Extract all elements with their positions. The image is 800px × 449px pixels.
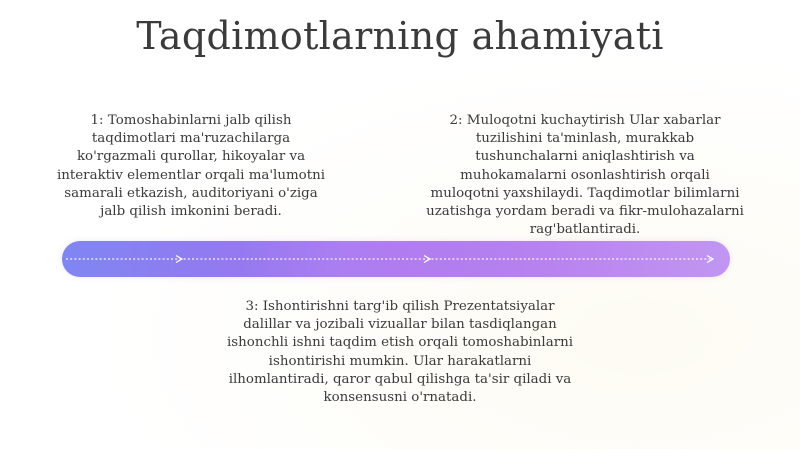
- timeline-bar: [62, 241, 730, 277]
- timeline-track: [62, 241, 730, 277]
- point-3-text: 3: Ishontirishni targ'ib qilish Prezentatsiyalar dalillar va jozibali vizuallar bilan tasdiqlangan ishonchli ishni taqdim etish orqali tomoshabinlarni ishontirishi mumkin. Ular harakatlarni ilhomlantiradi, qaror qabul qilishga ta'sir qiladi va konsensusni o'rnatadi.: [226, 299, 573, 406]
- point-2-text: 2: Muloqotni kuchaytirish Ular xabarlar tuzilishini ta'minlash, murakkab tushunchalarni aniqlashtirish va muhokamalarni osonlashtirish orqali muloqotni yaxshilaydi. Taqdimotlar bilimlarni uzatishga yordam beradi va fikr-mulohazalarni rag'batlantiradi.: [426, 113, 744, 238]
- point-1-text: 1: Tomoshabinlarni jalb qilish taqdimotlari ma'ruzachilarga ko'rgazmali qurollar, hikoyalar va interaktiv elementlar orqali ma'lumotni samarali etkazish, auditoriyani o'ziga jalb qilish imkonini beradi.: [56, 113, 326, 220]
- slide-title: Taqdimotlarning ahamiyati: [136, 14, 664, 58]
